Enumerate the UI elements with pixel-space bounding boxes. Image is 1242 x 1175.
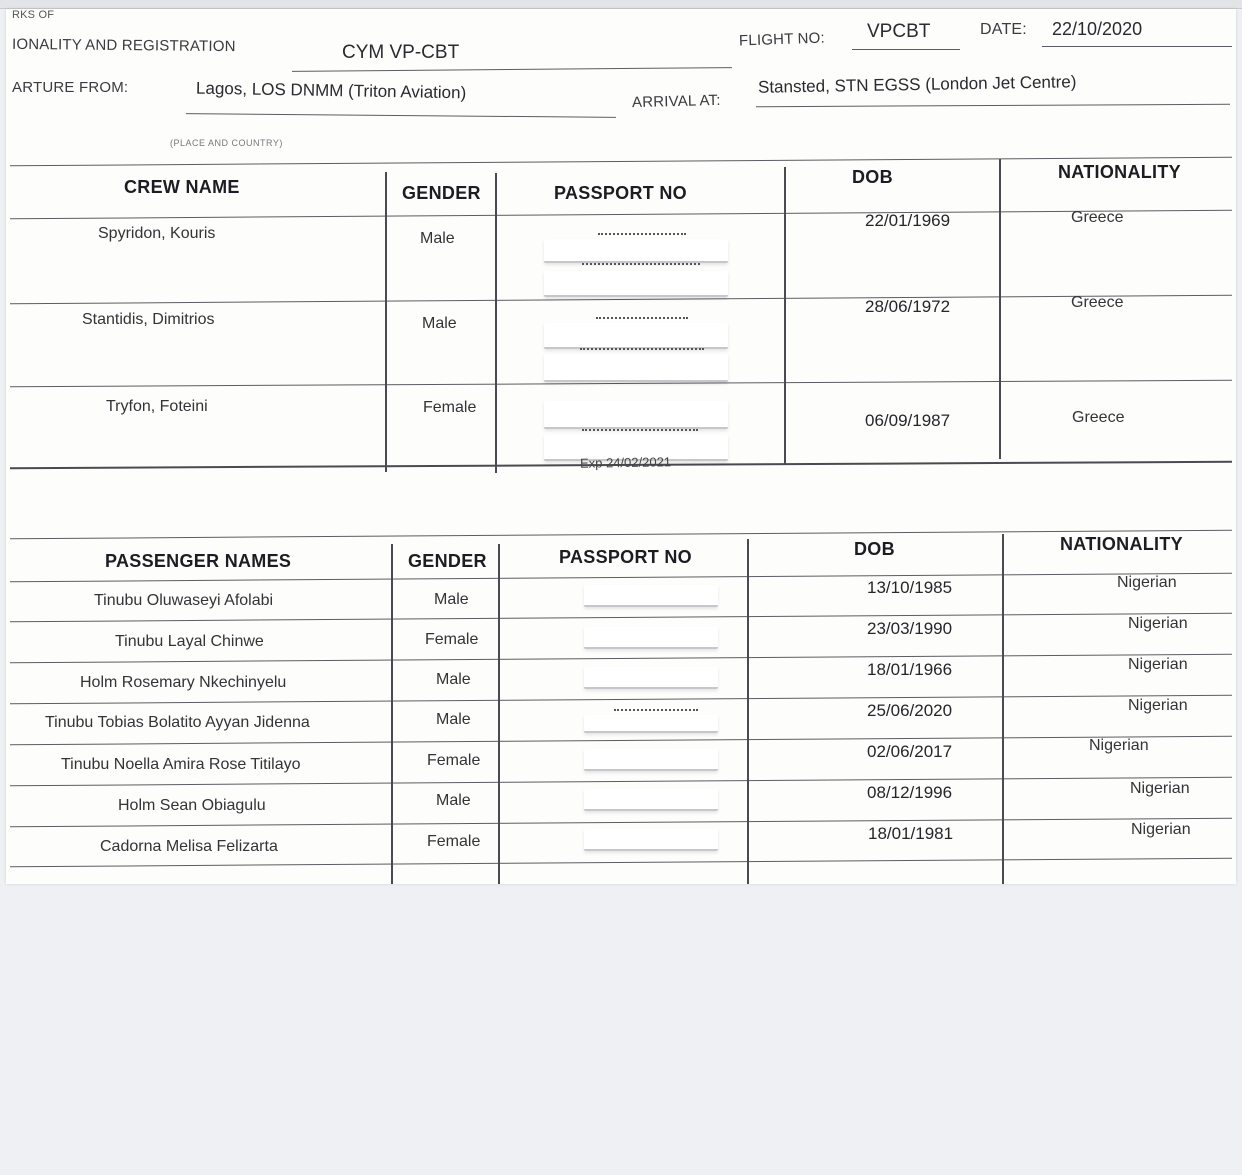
crew-dob: 22/01/1969 (865, 211, 951, 230)
passenger-col-header-nationality: NATIONALITY (1060, 534, 1183, 554)
crew-gender: Male (422, 315, 457, 332)
crew-header-rule (10, 210, 1232, 220)
passenger-col-header-dob: DOB (854, 539, 895, 559)
passenger-nationality: Nigerian (1130, 780, 1190, 797)
place-country-note: (PLACE AND COUNTRY) (170, 138, 283, 148)
crew-gender: Female (423, 399, 477, 416)
crew-col-divider (495, 173, 497, 473)
crew-dob: 28/06/1972 (865, 297, 951, 316)
passenger-dob: 18/01/1966 (867, 660, 953, 679)
crew-gender: Male (420, 230, 455, 247)
date-underline (1042, 46, 1232, 47)
passenger-nationality: Nigerian (1128, 656, 1188, 673)
passenger-dob: 02/06/2017 (867, 742, 953, 761)
date-value: 22/10/2020 (1052, 19, 1143, 39)
passenger-gender: Male (436, 671, 471, 688)
flight-no-value: VPCBT (867, 21, 931, 42)
passenger-name: Tinubu Tobias Bolatito Ayyan Jidenna (45, 714, 310, 731)
passenger-dob: 23/03/1990 (867, 619, 953, 638)
arrival-value: Stansted, STN EGSS (London Jet Centre) (757, 72, 1077, 97)
passenger-nationality: Nigerian (1131, 821, 1191, 838)
crew-dob: 06/09/1987 (865, 411, 951, 430)
header-partial-text: RKS OF (12, 9, 55, 21)
redacted-passport (584, 715, 718, 733)
flight-no-label: FLIGHT NO: (738, 29, 826, 50)
passenger-col-divider (1002, 534, 1004, 884)
passenger-row-rule (10, 736, 1232, 746)
passenger-nationality: Nigerian (1128, 697, 1188, 714)
passenger-gender: Male (436, 792, 471, 809)
crew-name: Tryfon, Foteini (106, 398, 208, 415)
crew-name: Stantidis, Dimitrios (82, 311, 215, 328)
redacted-passport (584, 585, 718, 607)
crew-col-divider (784, 167, 786, 465)
passenger-col-header-gender: GENDER (408, 551, 487, 571)
crew-nationality: Greece (1072, 409, 1125, 426)
crew-col-header-gender: GENDER (402, 183, 481, 203)
passenger-name: Holm Rosemary Nkechinyelu (80, 674, 287, 691)
passport-fragment (580, 348, 704, 351)
redacted-passport (544, 354, 728, 382)
crew-name: Spyridon, Kouris (98, 225, 216, 242)
passenger-row-rule (10, 613, 1232, 623)
passenger-nationality: Nigerian (1128, 615, 1188, 632)
passport-fragment (582, 263, 700, 266)
passenger-dob: 13/10/1985 (867, 578, 953, 597)
crew-col-header-dob: DOB (852, 167, 893, 187)
scanned-document (6, 9, 1236, 884)
nationality-registration-value: CYM VP-CBT (342, 42, 460, 63)
passenger-dob: 25/06/2020 (867, 701, 953, 720)
passenger-col-divider (391, 544, 393, 884)
departure-value: Lagos, LOS DNMM (Triton Aviation) (195, 78, 467, 103)
passenger-header-rule (10, 573, 1232, 583)
passenger-table-top-rule (10, 530, 1232, 540)
redacted-passport (544, 323, 728, 349)
passenger-gender: Female (427, 752, 481, 769)
redacted-passport (584, 829, 718, 851)
arrival-underline (756, 104, 1230, 107)
redacted-passport (584, 789, 718, 811)
nationality-registration-label: IONALITY AND REGISTRATION (11, 35, 236, 56)
crew-col-header-nationality: NATIONALITY (1058, 162, 1181, 182)
passenger-col-divider (747, 539, 749, 884)
crew-col-divider (999, 159, 1001, 459)
passport-fragment (598, 233, 686, 236)
redacted-passport (584, 749, 718, 771)
redacted-passport (544, 239, 728, 263)
passport-expiry-fragment: Exp 24/02/2021 (579, 454, 672, 471)
crew-col-divider (385, 172, 387, 472)
date-label: DATE: (980, 21, 1027, 38)
passenger-nationality: Nigerian (1089, 737, 1149, 754)
redacted-passport (584, 627, 718, 649)
redacted-passport (544, 271, 728, 297)
redacted-passport (584, 667, 718, 689)
passenger-name: Holm Sean Obiagulu (118, 797, 266, 814)
passenger-col-header-passport: PASSPORT NO (559, 547, 692, 567)
crew-col-header-passport: PASSPORT NO (554, 183, 687, 203)
passenger-gender: Male (436, 711, 471, 728)
passenger-gender: Female (425, 631, 479, 648)
passenger-gender: Female (427, 833, 481, 850)
nationality-underline (292, 67, 732, 72)
crew-col-header-name: CREW NAME (124, 177, 240, 197)
passenger-name: Cadorna Melisa Felizarta (100, 838, 278, 855)
passenger-gender: Male (434, 591, 469, 608)
passenger-name: Tinubu Layal Chinwe (115, 633, 264, 650)
passport-fragment (596, 317, 688, 320)
crew-nationality: Greece (1071, 209, 1124, 226)
flight-underline (852, 49, 960, 50)
departure-label: ARTURE FROM: (12, 79, 129, 96)
arrival-label: ARRIVAL AT: (631, 91, 721, 112)
passport-fragment (614, 709, 698, 712)
departure-underline (186, 113, 616, 118)
redacted-passport (544, 401, 728, 429)
passenger-dob: 08/12/1996 (867, 783, 953, 802)
passenger-name: Tinubu Noella Amira Rose Titilayo (61, 756, 301, 773)
crew-nationality: Greece (1071, 294, 1124, 311)
passenger-col-header-name: PASSENGER NAMES (105, 551, 292, 571)
passenger-table-bottom-rule (10, 858, 1232, 868)
passenger-row-rule (10, 654, 1232, 664)
viewer-top-border (0, 0, 1242, 9)
crew-table-top-rule (10, 157, 1232, 167)
passport-fragment (582, 429, 698, 432)
passenger-name: Tinubu Oluwaseyi Afolabi (94, 592, 274, 609)
passenger-dob: 18/01/1981 (868, 824, 954, 843)
passenger-nationality: Nigerian (1117, 574, 1177, 591)
passenger-row-rule (10, 777, 1232, 787)
passenger-col-divider (498, 544, 500, 884)
passenger-row-rule (10, 695, 1232, 705)
passenger-row-rule (10, 818, 1232, 828)
